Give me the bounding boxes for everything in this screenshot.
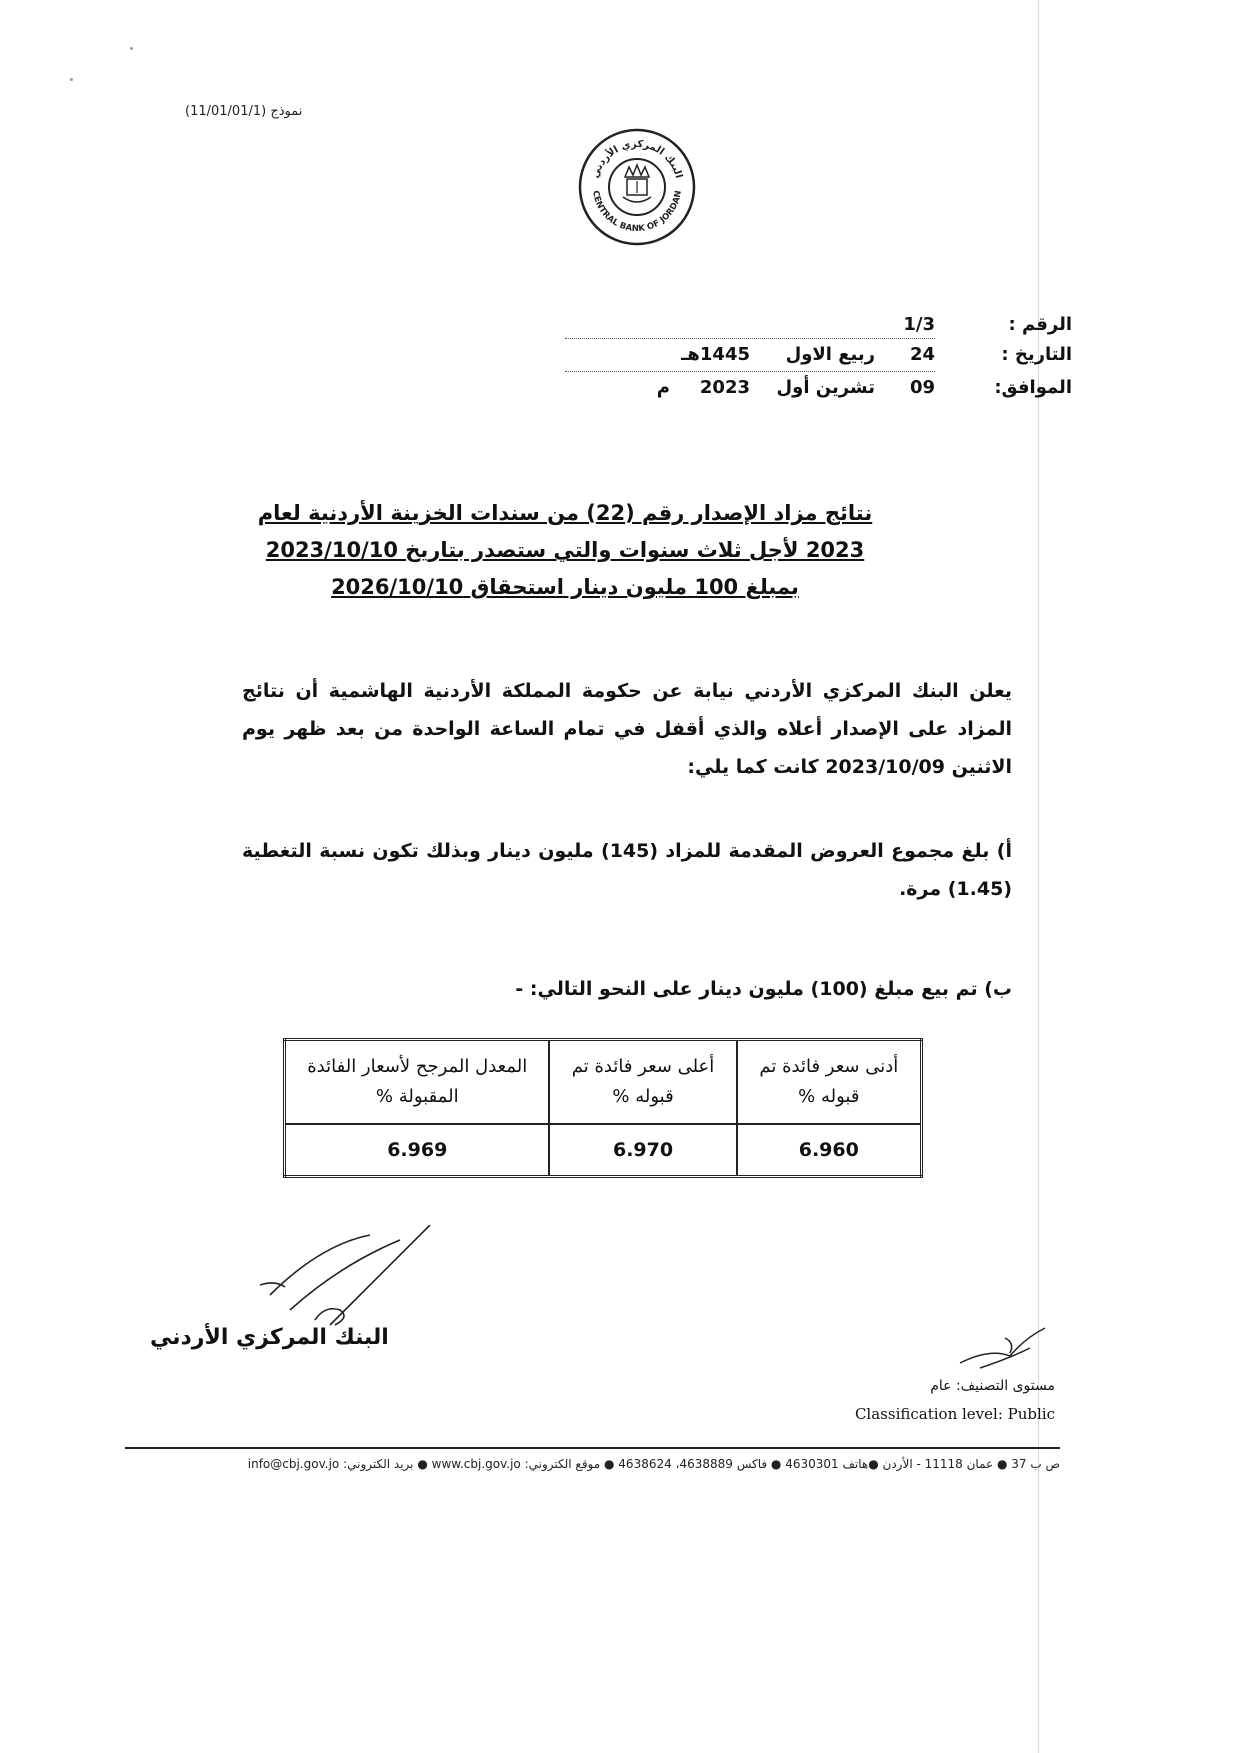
scan-edge-line bbox=[1038, 0, 1039, 1753]
hijri-date-row bbox=[565, 344, 935, 372]
form-code: نموذج (11/01/01/1) bbox=[185, 104, 303, 119]
table-row bbox=[285, 1124, 922, 1177]
reference-number-label: الرقم : bbox=[1008, 314, 1072, 335]
svg-text:CENTRAL BANK OF JORDAN bbox=[590, 190, 684, 234]
title-line-1: نتائج مزاد الإصدار رقم (22) من سندات الخزينة الأردنية لعام bbox=[257, 501, 873, 525]
scan-speck bbox=[130, 47, 133, 50]
handwritten-initials bbox=[950, 1318, 1060, 1378]
footer-contact: ص ب 37 ● عمان 11118 - الأردن ●هاتف 4630301 ● فاكس 4638889، 4638624 ● موقع الكتروني: www.cbj.gov.jo ● بريد الكتروني: info@cbj.gov.jo bbox=[247, 1457, 1060, 1471]
reference-number-value: 1/3 bbox=[903, 314, 935, 335]
gregorian-date-row bbox=[565, 377, 935, 405]
table-header-cell: أدنى سعر فائدة تم قبوله % bbox=[737, 1040, 922, 1125]
title-line-2: 2023 لأجل ثلاث سنوات والتي ستصدر بتاريخ 2023/10/10 bbox=[265, 538, 865, 562]
table-cell: 6.970 bbox=[549, 1124, 736, 1177]
point-b-paragraph: ب) تم بيع مبلغ (100) مليون دينار على النحو التالي: - bbox=[515, 978, 1012, 1000]
dotted-rule bbox=[565, 338, 935, 339]
intro-paragraph: يعلن البنك المركزي الأردني نيابة عن حكومة المملكة الأردنية الهاشمية أن نتائج المزاد على الإصدار أعلاه والذي أقفل في تمام الساعة الواحدة من بعد ظهر يوم الاثنين 2023/10/09 كانت كما يلي: bbox=[242, 680, 1012, 778]
auction-results-table bbox=[283, 1038, 923, 1178]
greg-suffix: م bbox=[656, 377, 670, 398]
table-cell: 6.969 bbox=[285, 1124, 550, 1177]
hijri-day: 24 bbox=[909, 344, 935, 365]
central-bank-seal-logo bbox=[575, 125, 700, 250]
signer-name: البنك المركزي الأردني bbox=[150, 1325, 389, 1350]
seal-text-ar: البنك المركزي الأردني bbox=[590, 138, 684, 180]
table-header-cell: أعلى سعر فائدة تم قبوله % bbox=[549, 1040, 736, 1125]
table-header-row bbox=[285, 1040, 922, 1125]
corresponding-date-label: الموافق: bbox=[994, 377, 1072, 398]
date-label: التاريخ : bbox=[1001, 344, 1072, 365]
dotted-rule bbox=[565, 371, 935, 372]
document-title bbox=[250, 495, 880, 606]
footer-divider bbox=[125, 1447, 1060, 1449]
classification-label-ar: مستوى التصنيف: عام bbox=[930, 1378, 1055, 1394]
greg-year: 2023 bbox=[699, 377, 750, 398]
greg-month: تشرين أول bbox=[776, 377, 875, 398]
hijri-year: 1445هـ bbox=[681, 344, 750, 365]
greg-day: 09 bbox=[909, 377, 935, 398]
classification-label-en: Classification level: Public bbox=[854, 1405, 1055, 1423]
title-line-3: بمبلغ 100 مليون دينار استحقاق 2026/10/10 bbox=[331, 575, 799, 599]
seal-text-en: CENTRAL BANK OF JORDAN bbox=[590, 189, 684, 235]
table-cell: 6.960 bbox=[737, 1124, 922, 1177]
hijri-month: ربيع الاول bbox=[785, 344, 875, 365]
point-a-paragraph: أ) بلغ مجموع العروض المقدمة للمزاد (145) مليون دينار وبذلك تكون نسبة التغطية (1.45) مرة. bbox=[242, 840, 1012, 900]
scan-speck bbox=[70, 78, 73, 81]
table-header-cell: المعدل المرجح لأسعار الفائدة المقبولة % bbox=[285, 1040, 550, 1125]
